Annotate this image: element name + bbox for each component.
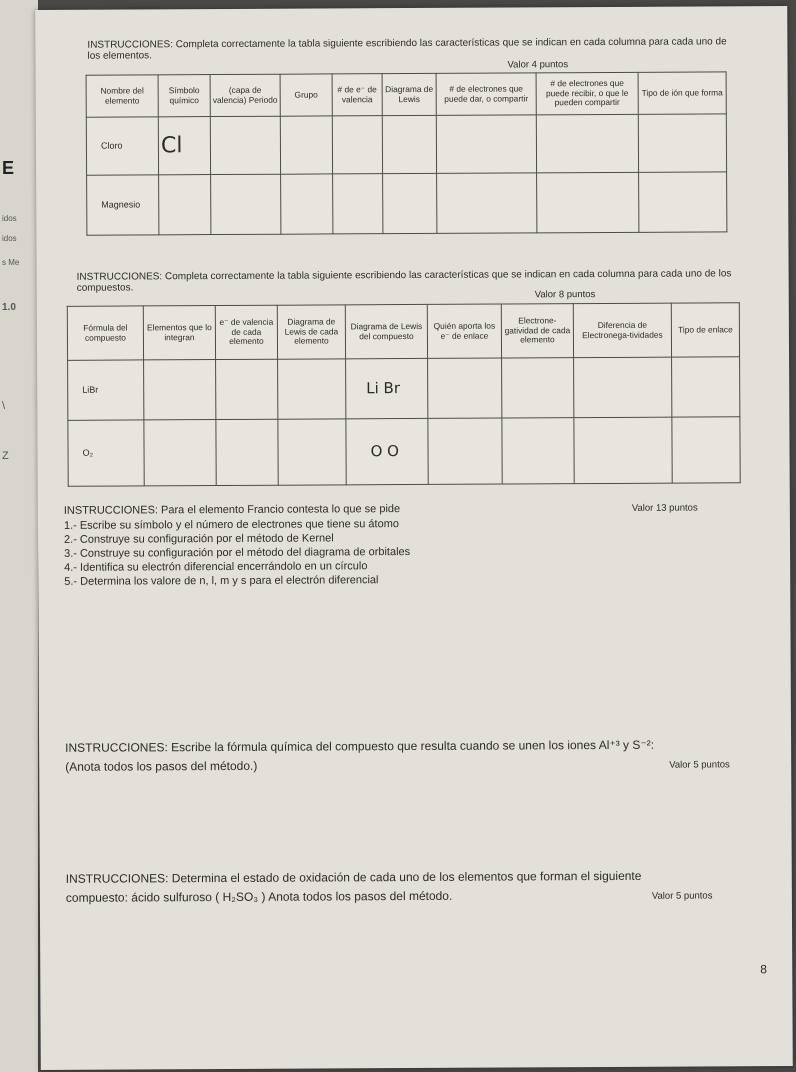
answer-cell[interactable] bbox=[672, 417, 740, 483]
fragment-text: 1.0 bbox=[2, 302, 16, 313]
answer-cell[interactable] bbox=[144, 360, 216, 420]
compound-lewis-cell: Li Br bbox=[346, 358, 428, 418]
answer-cell[interactable] bbox=[216, 359, 278, 419]
table-row bbox=[87, 172, 727, 235]
column-header: # de e⁻ de valencia bbox=[332, 74, 382, 116]
section5-value: Valor 5 puntos bbox=[651, 890, 713, 902]
column-header: Diferencia de Electronega-tividades bbox=[573, 303, 671, 358]
column-header: Diagrama de Lewis del compuesto bbox=[345, 304, 427, 358]
answer-cell[interactable] bbox=[278, 359, 346, 419]
column-header: Fórmula del compuesto bbox=[67, 306, 143, 360]
answer-cell[interactable] bbox=[383, 173, 437, 233]
column-header: Diagrama de Lewis de cada elemento bbox=[277, 305, 345, 359]
column-header: Elementos que lo integran bbox=[143, 306, 215, 360]
formula-cell: O₂ bbox=[68, 420, 144, 486]
column-header: Diagrama de Lewis bbox=[382, 73, 436, 115]
answer-cell[interactable] bbox=[144, 420, 216, 486]
answer-cell[interactable] bbox=[574, 357, 672, 418]
question-item: 3.- Construye su configuración por el método del diagrama de orbitales bbox=[64, 546, 411, 560]
column-header: Electrone-gatividad de cada elemento bbox=[501, 304, 573, 358]
answer-cell[interactable] bbox=[278, 419, 346, 485]
column-header: Tipo de enlace bbox=[671, 303, 739, 357]
table-header-row bbox=[67, 303, 739, 361]
column-header: # de electrones que puede recibir, o que le pueden compartir bbox=[536, 72, 638, 115]
section4-value: Valor 5 puntos bbox=[669, 759, 730, 771]
table-row bbox=[86, 114, 726, 175]
question-item: 5.- Determina los valore de n, l, m y s para el electrón diferencial bbox=[64, 574, 379, 588]
answer-cell[interactable] bbox=[672, 357, 740, 417]
question-item: 2.- Construye su configuración por el método de Kernel bbox=[63, 532, 334, 546]
section5-instruction: compuesto: ácido sulfuroso ( H₂SO₃ ) Anota todos los pasos del método. bbox=[65, 888, 453, 905]
question-item: 1.- Escribe su símbolo y el número de electrones que tiene su átomo bbox=[63, 518, 400, 532]
fragment-text: s Me bbox=[2, 258, 20, 267]
section3-instruction: INSTRUCCIONES: Para el elemento Francio contesta lo que se pide bbox=[63, 503, 401, 517]
answer-cell[interactable] bbox=[574, 417, 672, 484]
fragment-text: Z bbox=[2, 450, 9, 462]
element-name-cell: Magnesio bbox=[87, 175, 159, 235]
worksheet-page bbox=[35, 6, 793, 1070]
answer-cell[interactable] bbox=[502, 358, 574, 418]
column-header: Quién aporta los e⁻ de enlace bbox=[427, 304, 501, 358]
fragment-text: E bbox=[2, 158, 15, 178]
column-header: Nombre del elemento bbox=[86, 75, 158, 117]
answer-cell[interactable] bbox=[216, 419, 278, 485]
column-header: e⁻ de valencia de cada elemento bbox=[215, 305, 277, 359]
answer-cell[interactable] bbox=[280, 116, 332, 174]
section5-instruction: INSTRUCCIONES: Determina el estado de oxidación de cada uno de los elementos que forman el siguiente bbox=[65, 868, 642, 886]
column-header: Símbolo químico bbox=[158, 75, 210, 117]
symbol-cell[interactable] bbox=[159, 175, 211, 235]
answer-cell[interactable] bbox=[281, 174, 333, 234]
answer-cell[interactable] bbox=[436, 115, 536, 174]
page-number: 8 bbox=[760, 962, 767, 977]
section4-instruction: INSTRUCCIONES: Escribe la fórmula química del compuesto que resulta cuando se unen los iones Al⁺³ y S⁻²: bbox=[65, 737, 655, 755]
section1-value: Valor 4 puntos bbox=[507, 59, 569, 71]
column-header: # de electrones que puede dar, o compartir bbox=[436, 73, 536, 116]
section3-value: Valor 13 puntos bbox=[631, 502, 698, 514]
answer-cell[interactable] bbox=[639, 172, 727, 232]
fragment-text: idos bbox=[2, 214, 17, 223]
adjacent-page-strip bbox=[0, 0, 38, 1072]
column-header: (capa de valencia) Periodo bbox=[210, 74, 280, 116]
section2-value: Valor 8 puntos bbox=[534, 289, 596, 301]
answer-cell[interactable] bbox=[537, 172, 639, 233]
question-item: 4.- Identifica su electrón diferencial encerrándolo en un círculo bbox=[64, 560, 368, 574]
table-row bbox=[68, 417, 740, 487]
section1-instruction: INSTRUCCIONES: Completa correctamente la tabla siguiente escribiendo las características que se indican en cada columna para cada uno de los elementos. bbox=[87, 36, 727, 62]
answer-cell[interactable] bbox=[382, 115, 436, 173]
answer-cell[interactable] bbox=[332, 116, 382, 174]
answer-cell[interactable] bbox=[428, 358, 502, 418]
table-row bbox=[68, 357, 740, 421]
answer-cell[interactable] bbox=[333, 174, 383, 234]
elements-table bbox=[86, 71, 728, 235]
compounds-table bbox=[67, 302, 741, 487]
section2-instruction: INSTRUCCIONES: Completa correctamente la tabla siguiente escribiendo las características que se indican en cada columna para cada uno de los compuestos. bbox=[76, 268, 732, 294]
answer-cell[interactable] bbox=[536, 114, 638, 173]
answer-cell[interactable] bbox=[437, 173, 537, 234]
column-header: Tipo de ión que forma bbox=[638, 72, 726, 114]
section4-note: (Anota todos los pasos del método.) bbox=[65, 758, 258, 774]
compound-lewis-cell: O O bbox=[346, 418, 428, 484]
answer-cell[interactable] bbox=[638, 114, 726, 172]
fragment-text: \ bbox=[2, 400, 6, 412]
answer-cell[interactable] bbox=[211, 174, 281, 234]
symbol-cell: Cl bbox=[158, 117, 210, 175]
answer-cell[interactable] bbox=[502, 418, 574, 484]
answer-cell[interactable] bbox=[210, 116, 280, 174]
answer-cell[interactable] bbox=[428, 418, 502, 484]
element-name-cell: Cloro bbox=[86, 117, 158, 175]
column-header: Grupo bbox=[280, 74, 332, 116]
formula-cell: LiBr bbox=[68, 360, 144, 420]
table-header-row bbox=[86, 72, 726, 117]
fragment-text: idos bbox=[2, 234, 17, 243]
